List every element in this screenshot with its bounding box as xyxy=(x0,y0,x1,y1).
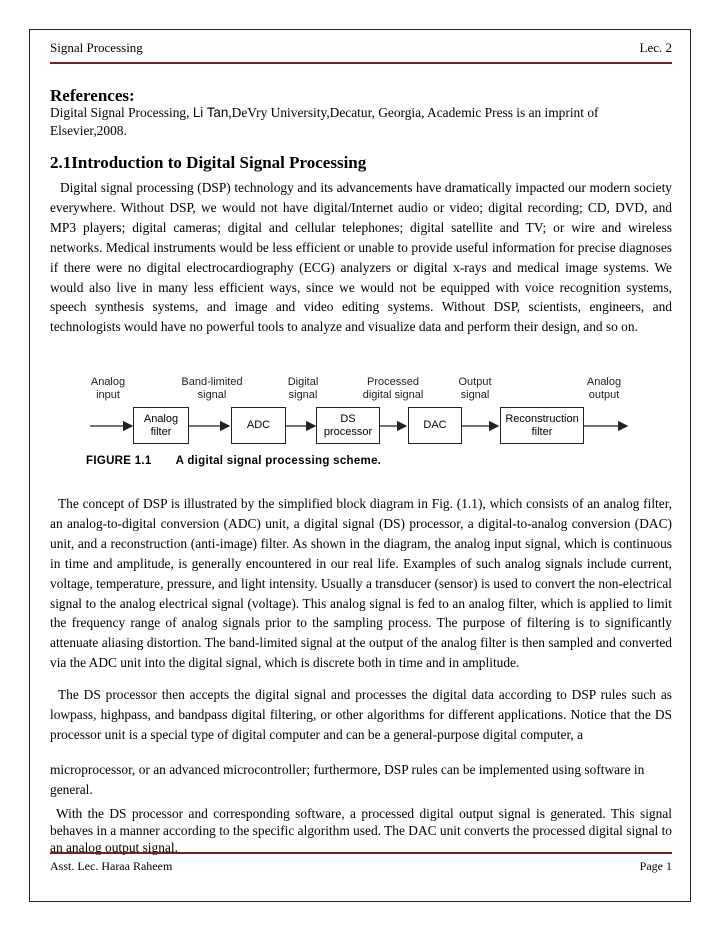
block-ds-processor: DS processor xyxy=(316,407,380,444)
references-heading: References: xyxy=(50,86,135,105)
reference-publisher: ,DeVry University,Decatur, Georgia, Academic Press is an imprint of Elsevier,2008. xyxy=(50,105,599,138)
paragraph-ds-processor: The DS processor then accepts the digital signal and processes the digital data according to DSP rules such as lowpass, highpass, and bandpass digital filtering, or other algorithms for different applications. Notice that the DS processor unit is a special type of digital computer and can be a general-purpose digital computer, a xyxy=(50,687,672,742)
label-band-limited-text: Band-limited signal xyxy=(181,376,243,401)
paragraph-intro: Digital signal processing (DSP) technology and its advancements have dramatically impacted our modern society everywhere. Without DSP, we would not have digital/Internet audio or video; digital recording; CD, DVD, and MP3 players; digital cameras; digital and cellular telephones; digital satellite and TV; or wire and wireless networks. Medical instruments would be less efficient or unable to provide useful information for precise diagnoses if there were no digital electrocardiography (ECG) analyzers or digital x-rays and medical image systems. We would also live in many less efficient ways, since we would not be equipped with voice recognition systems, speech synthesis systems, and image and video editing systems. Without DSP, scientists, engineers, and technologists would have no powerful tools to analyze and visualize data and perform their design, and so on. xyxy=(50,180,672,335)
figure-number: FIGURE 1.1 xyxy=(86,455,152,467)
header-course: Signal Processing xyxy=(50,40,143,55)
footer-page-number: Page 1 xyxy=(639,859,672,873)
label-output-signal xyxy=(450,376,500,402)
label-analog-input xyxy=(86,376,130,402)
dsp-block-diagram xyxy=(86,372,631,484)
label-output-signal-text: Output signal xyxy=(458,376,492,401)
label-analog-output xyxy=(580,376,628,402)
header-lecture: Lec. 2 xyxy=(639,40,672,55)
label-processed-digital-signal xyxy=(348,376,438,402)
block-reconstruction-filter: Reconstruction filter xyxy=(500,407,584,444)
label-analog-output-text: Analog output xyxy=(586,376,622,401)
figure-title: A digital signal processing scheme. xyxy=(175,455,382,467)
header-rule xyxy=(50,62,672,64)
label-analog-input-text: Analog input xyxy=(90,376,126,401)
figure-caption xyxy=(86,455,381,467)
paragraph-output: With the DS processor and corresponding software, a processed digital output signal is generated. This signal behaves in a manner according to the specific algorithm used. The DAC unit converts the processed digital signal to an analog output signal. xyxy=(50,806,672,855)
label-digital-signal xyxy=(280,376,326,402)
page-header xyxy=(50,40,672,56)
reference-author: Li Tan xyxy=(192,105,229,120)
references-text xyxy=(50,104,672,140)
reference-title: Digital Signal Processing, xyxy=(50,105,193,120)
label-band-limited-signal xyxy=(162,376,262,402)
block-dac: DAC xyxy=(408,407,462,444)
block-adc: ADC xyxy=(231,407,286,444)
paragraph-concept: The concept of DSP is illustrated by the simplified block diagram in Fig. (1.1), which consists of an analog filter, an analog-to-digital conversion (ADC) unit, a digital signal (DS) processor, a digital-to-analog conversion (DAC) unit, and a reconstruction (anti-image) filter. As shown in the diagram, the analog input signal, which is continuous in time and amplitude, is generally encountered in our real life. Examples of such analog signals include current, voltage, temperature, pressure, and light intensity. Usually a transducer (sensor) is used to convert the non-electrical signal to the analog electrical signal (voltage). This analog signal is fed to an analog filter, which is applied to limit the frequency range of analog signals prior to the sampling process. The purpose of filtering is to significantly attenuate aliasing distortion. The band-limited signal at the output of the analog filter is then sampled and converted via the ADC unit into the digital signal, which is discrete both in time and in amplitude. xyxy=(50,496,672,671)
label-digital-signal-text: Digital signal xyxy=(287,376,319,401)
block-analog-filter: Analog filter xyxy=(133,407,189,444)
label-processed-text: Processed digital signal xyxy=(362,376,424,401)
page-footer xyxy=(50,859,672,874)
paragraph-ds-processor-cont: microprocessor, or an advanced microcontroller; furthermore, DSP rules can be implemented using software in general. xyxy=(50,762,645,797)
footer-rule xyxy=(50,852,672,854)
footer-author: Asst. Lec. Haraa Raheem xyxy=(50,859,173,873)
section-heading: 2.1Introduction to Digital Signal Processing xyxy=(50,153,367,172)
